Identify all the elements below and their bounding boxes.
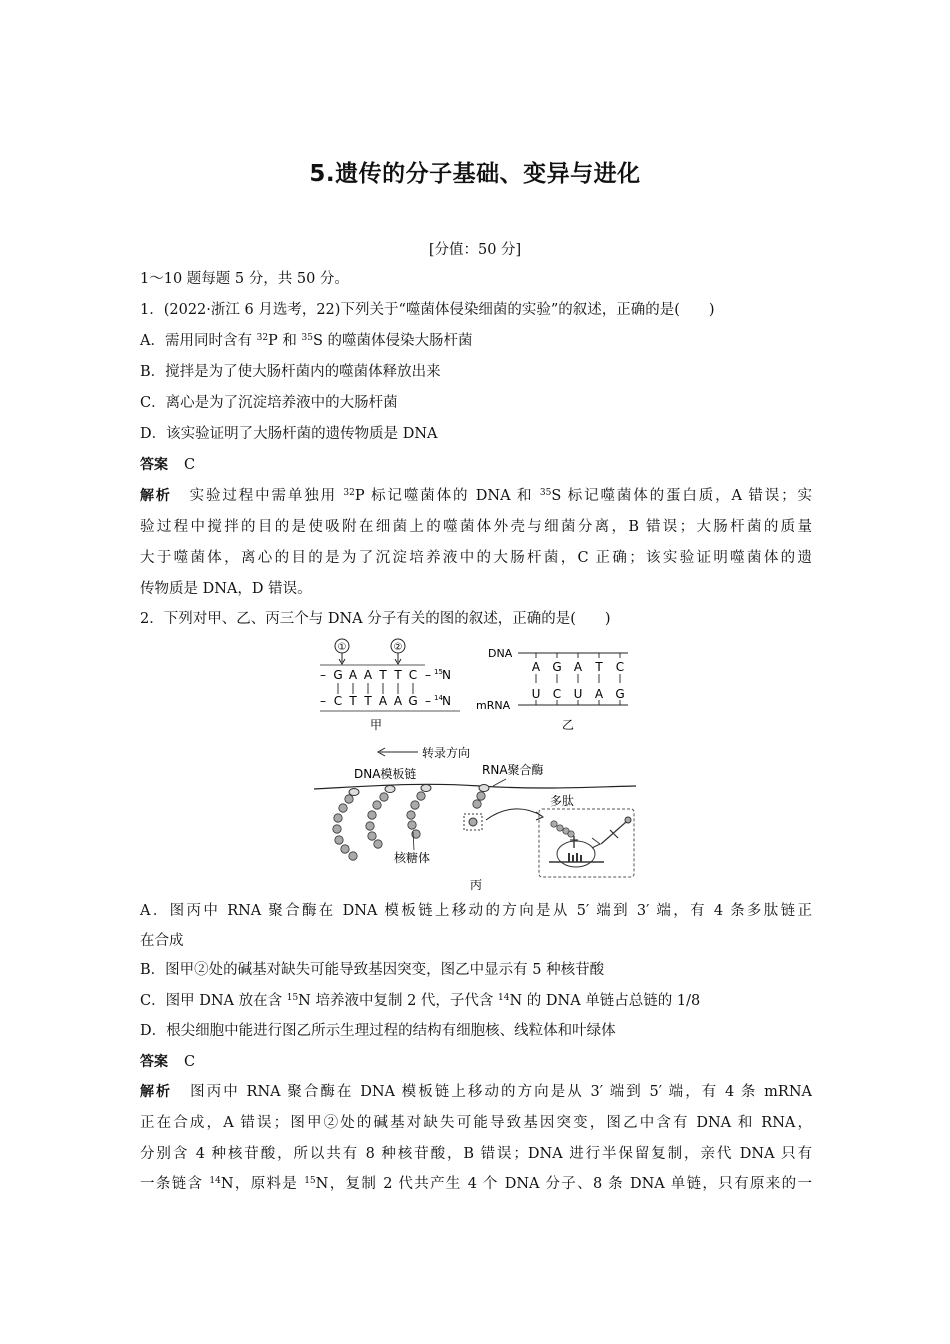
q1-option-b: B．搅拌是为了使大肠杆菌内的噬菌体释放出来: [140, 364, 441, 380]
base-bottom: T: [349, 694, 357, 708]
polypeptide-label: 多肽: [550, 794, 575, 808]
template-label: DNA模板链: [354, 767, 417, 781]
rna-base: C: [552, 687, 562, 701]
ribosome: [411, 801, 419, 809]
dna-base: T: [595, 660, 603, 674]
rna-base: G: [615, 687, 625, 701]
base-top: G: [333, 668, 343, 682]
rna-polymerase: [385, 786, 395, 793]
q2-option-d: D．根尖细胞中能进行图乙所示生理过程的结构有细胞核、线粒体和叶绿体: [140, 1023, 616, 1039]
amino-acid: [625, 817, 631, 823]
base-top: A: [348, 668, 358, 682]
ribosome: [341, 845, 349, 853]
ribosome: [334, 814, 342, 822]
codon: [572, 855, 574, 862]
ribosome: [373, 801, 381, 809]
jia-bottom-dash-left: –: [320, 694, 326, 708]
ribosome: [374, 840, 382, 848]
ribosome: [477, 792, 485, 800]
figure-jia: [320, 639, 460, 732]
rna-base: U: [573, 687, 583, 701]
ribosome: [469, 818, 477, 826]
jia-bottom-label: N: [442, 694, 451, 708]
q1-stem: 1．(2022·浙江 6 月选考，22)下列关于“噬菌体侵染细菌的实验”的叙述，正确的是( ): [140, 302, 715, 318]
ribosome: [345, 795, 353, 803]
q1-analysis-line-4: 传物质是 DNA，D 错误。: [140, 581, 312, 597]
rna-base: A: [594, 687, 604, 701]
ribosome: [368, 832, 376, 840]
q2-option-a-line-1: A．图丙中 RNA 聚合酶在 DNA 模板链上移动的方向是从 5′ 端到 3′ 端，有 4 条多肽链正: [140, 903, 812, 919]
q2-analysis-line-2: 正在合成，A 错误；图甲②处的碱基对缺失可能导致基因突变，图乙中含有 DNA 和 RNA，: [140, 1115, 813, 1131]
marker-1: ①: [337, 642, 347, 653]
answer-label: 答案: [140, 1054, 168, 1070]
exit-arrow: [592, 838, 600, 848]
trna-free: [610, 830, 618, 838]
answer-label: 答案: [140, 457, 168, 473]
q1-analysis-line-1: 解析 实验过程中需单独用 $^{32}$P 标记噬菌体的 DNA 和 $^{35}$S 标记噬菌体的蛋白质，A 错误；实: [140, 488, 813, 504]
codon: [568, 853, 570, 862]
yi-dna-label: DNA: [488, 647, 513, 660]
ribosome-label: 核糖体: [394, 851, 431, 865]
ribosome: [473, 800, 481, 808]
ribosome: [380, 793, 388, 801]
q2-analysis-line-4: 一条链含 $^{14}$N，原料是 $^{15}$N，复制 2 代共产生 4 个 DNA 分子、8 条 DNA 单链，只有原来的一: [140, 1176, 813, 1192]
mrna-chains: [333, 785, 489, 861]
ribosome: [408, 821, 416, 829]
jia-bottom-label-sup: 14: [434, 694, 443, 702]
jia-bottom-strand: [334, 694, 418, 708]
analysis-label: 解析: [140, 1084, 173, 1100]
q1-answer: 答案 C: [140, 457, 196, 473]
q2-analysis-line-1: 解析 图丙中 RNA 聚合酶在 DNA 模板链上移动的方向是从 3′ 端到 5′ 端，有 4 条 mRNA: [140, 1084, 812, 1100]
rna-polymerase: [349, 789, 359, 796]
yi-rna-bases: [532, 687, 625, 701]
base-top: A: [363, 668, 373, 682]
page-title: 5.遗传的分子基础、变异与进化: [309, 161, 641, 187]
q1-option-c: C．离心是为了沉淀培养液中的大肠杆菌: [140, 395, 398, 411]
base-top: C: [408, 668, 418, 682]
codon: [580, 855, 582, 862]
jia-bottom-dash-right: –: [425, 694, 431, 708]
q2-stem: 2．下列对甲、乙、丙三个与 DNA 分子有关的图的叙述，正确的是( ): [140, 611, 611, 627]
dna-base: A: [531, 660, 541, 674]
base-bottom: A: [378, 694, 388, 708]
dna-base: G: [552, 660, 562, 674]
intro-note: 1～10 题每题 5 分，共 50 分。: [140, 271, 349, 287]
figure-yi: [476, 647, 628, 732]
base-bottom: T: [364, 694, 372, 708]
dna-figure: [310, 636, 640, 898]
dna-template-strand: [314, 784, 636, 789]
yi-mrna-label: mRNA: [476, 699, 511, 712]
rna-polymerase: [421, 785, 431, 792]
jia-top-dash-right: –: [425, 668, 431, 682]
ribosome: [339, 804, 347, 812]
base-bottom: G: [408, 694, 418, 708]
q2-option-c: C．图甲 DNA 放在含 $^{15}$N 培养液中复制 2 代，子代含 $^{14}$N 的 DNA 单链占总链的 1/8: [140, 993, 701, 1009]
ribosome: [368, 811, 376, 819]
q1-analysis-line-3: 大于噬菌体，离心的目的是为了沉淀培养液中的大肠杆菌，C 正确；该实验证明噬菌体的遗: [140, 550, 812, 566]
dna-base: C: [615, 660, 625, 674]
ribosome: [407, 811, 415, 819]
dna-figure-svg: [310, 636, 640, 898]
figure-bing: [314, 745, 636, 892]
ribosome: [335, 836, 343, 844]
ribosome-detail: [549, 817, 631, 867]
polymerase-pointer: [493, 779, 506, 786]
rna-polymerase: [479, 785, 489, 792]
q2-answer: 答案 C: [140, 1054, 196, 1070]
ribosome: [366, 822, 374, 830]
base-bottom: C: [333, 694, 343, 708]
codon: [576, 853, 578, 862]
jia-top-label-sup: 15: [434, 668, 443, 676]
ribosome: [417, 792, 425, 800]
jia-bonds: [338, 683, 413, 694]
amino-acid: [551, 821, 557, 827]
dna-base: A: [573, 660, 583, 674]
marker-2: ②: [393, 642, 403, 653]
q1-option-a: A．需用同时含有 $^{32}$P 和 $^{35}$S 的噬菌体侵染大肠杆菌: [140, 333, 473, 349]
q2-option-a-line-2: 在合成: [140, 933, 184, 949]
ribosome: [349, 852, 357, 860]
jia-top-dash-left: –: [320, 668, 326, 682]
direction-label: 转录方向: [422, 746, 471, 760]
base-top: T: [379, 668, 387, 682]
caption-jia: 甲: [369, 718, 383, 732]
q2-analysis-line-3: 分别含 4 种核苷酸，所以共有 8 种核苷酸，B 错误；DNA 进行半保留复制，亲代 DNA 只有: [140, 1146, 812, 1162]
jia-top-strand: [333, 668, 417, 682]
base-top: T: [394, 668, 402, 682]
q1-analysis-line-2: 验过程中搅拌的目的是使吸附在细菌上的噬菌体外壳与细菌分离，B 错误；大肠杆菌的质量: [140, 519, 812, 535]
amino-acid: [568, 831, 574, 837]
q2-option-b: B．图甲②处的碱基对缺失可能导致基因突变，图乙中显示有 5 种核苷酸: [140, 962, 605, 978]
yi-dna-bases: [532, 660, 624, 674]
analysis-label: 解析: [140, 488, 172, 504]
ribosome: [333, 825, 341, 833]
base-bottom: A: [393, 694, 403, 708]
score-note: [分值：50 分]: [428, 242, 522, 258]
zoom-arrow: [486, 809, 542, 820]
jia-top-label: N: [442, 668, 451, 682]
caption-bing: 丙: [469, 878, 483, 892]
caption-yi: 乙: [561, 718, 575, 732]
amino-acid: [557, 825, 563, 831]
rna-base: U: [531, 687, 541, 701]
q1-option-d: D．该实验证明了大肠杆菌的遗传物质是 DNA: [140, 426, 438, 442]
polymerase-label: RNA聚合酶: [482, 763, 544, 777]
